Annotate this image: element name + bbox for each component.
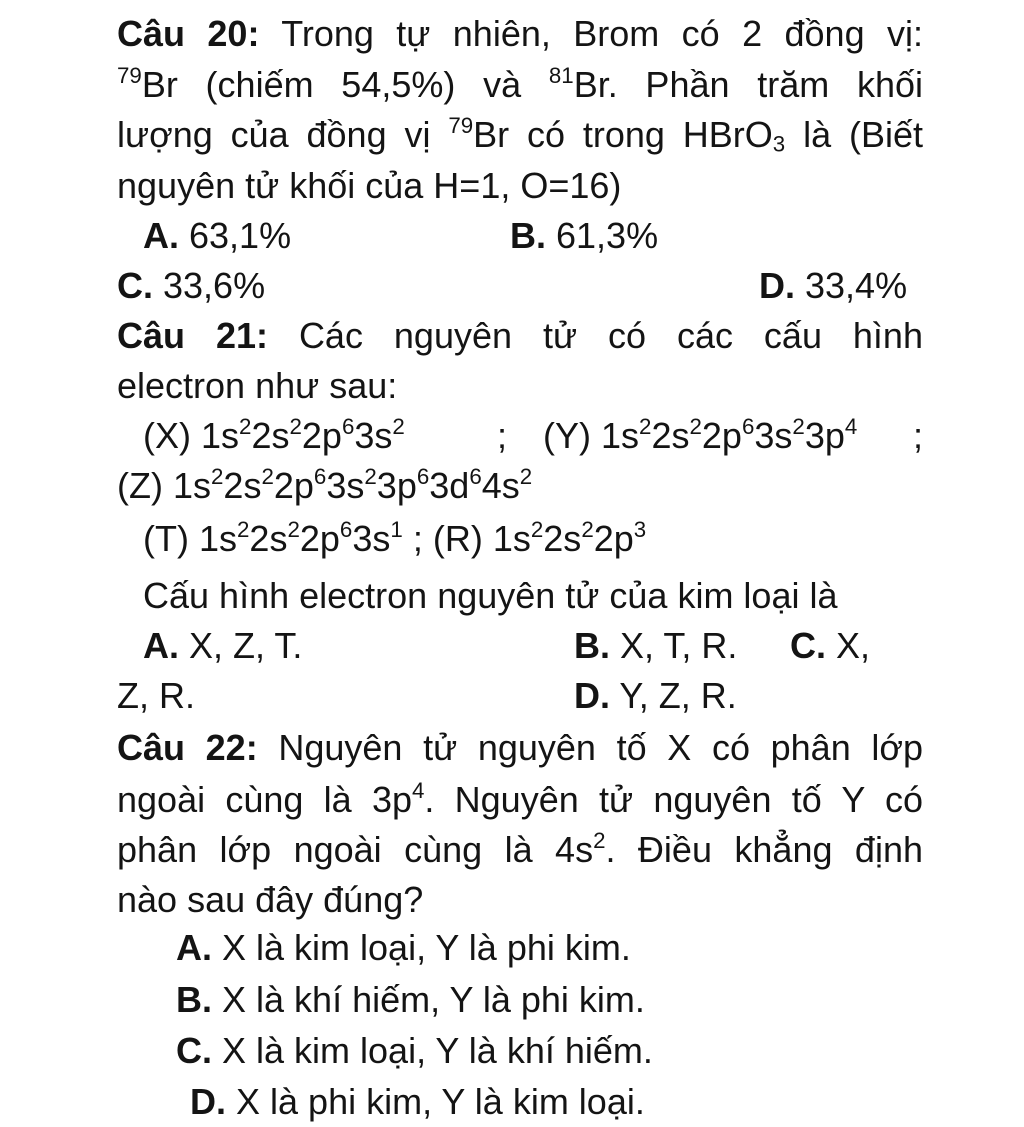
- q22-line-4: nào sau đây đúng?: [117, 879, 424, 920]
- q22-label: Câu 22:: [117, 727, 258, 768]
- q20-option-c[interactable]: C. 33,6%: [117, 265, 266, 306]
- config-z: (Z) $1s^22s^22p^63s^23p^63d^64s^2$: [117, 464, 533, 506]
- q21-prompt: Cấu hình electron nguyên tử của kim loại là: [143, 575, 838, 616]
- q22-option-c[interactable]: C. X là kim loại, Y là khí hiếm.: [176, 1030, 653, 1071]
- q21-option-c-continued[interactable]: Z, R.: [117, 675, 195, 716]
- q21-option-d[interactable]: D. Y, Z, R.: [574, 675, 737, 716]
- config-t: (T) $1s^22s^22p^63s^1$: [143, 517, 403, 559]
- config-sep-2: ;: [913, 415, 924, 456]
- q21-label: Câu 21:: [117, 315, 268, 356]
- q22-option-b[interactable]: B. X là khí hiếm, Y là phi kim.: [176, 979, 645, 1020]
- q20-line-1: [117, 14, 923, 54]
- q22-line-2: ngoài cùng là $3p^4$. Nguyên tử nguyên tố Y có: [117, 778, 923, 820]
- q21-option-a[interactable]: A. X, Z, T.: [143, 625, 303, 666]
- q20-text-1: Trong tự nhiên, Brom có 2 đồng vị:: [281, 13, 923, 54]
- q21-line-2: electron như sau:: [117, 365, 398, 406]
- config-sep-1: ;: [497, 415, 508, 456]
- config-y: (Y) $1s^22s^22p^63s^23p^4$: [543, 414, 858, 456]
- q20-label: Câu 20:: [117, 13, 260, 54]
- config-r: (R) $1s^22s^22p^3$: [432, 517, 647, 559]
- q20-option-d[interactable]: D. 33,4%: [759, 265, 908, 306]
- q20-line-3: lượng của đồng vị $^{79}$Br có trong HBrO$_3$ là (Biết: [117, 113, 923, 157]
- q20-option-a[interactable]: A. 63,1%: [143, 215, 292, 256]
- q21-line-1: Câu 21: Các nguyên tử có các cấu hình: [117, 315, 923, 356]
- q20-line-2: $^{79}$Br (chiếm 54,5%) và $^{81}$Br. Phần trăm khối: [117, 63, 924, 105]
- q22-line-1: Câu 22: Nguyên tử nguyên tố X có phân lớp: [117, 727, 923, 768]
- config-t-r: (T) $1s^22s^22p^63s^1$ ; (R) $1s^22s^22p^3$: [143, 517, 647, 559]
- q20-option-b[interactable]: B. 61,3%: [510, 215, 659, 256]
- q22-option-a[interactable]: A. X là kim loại, Y là phi kim.: [176, 927, 631, 968]
- q21-option-c[interactable]: C. X,: [790, 625, 871, 666]
- q22-line-3: phân lớp ngoài cùng là $4s^2$. Điều khẳng định: [117, 828, 923, 870]
- q21-option-b[interactable]: B. X, T, R.: [574, 625, 738, 666]
- config-x: (X) $1s^22s^22p^63s^2$: [143, 414, 405, 456]
- q20-line-4: nguyên tử khối của H=1, O=16): [117, 165, 622, 206]
- q22-option-d[interactable]: D. X là phi kim, Y là kim loại.: [190, 1081, 645, 1122]
